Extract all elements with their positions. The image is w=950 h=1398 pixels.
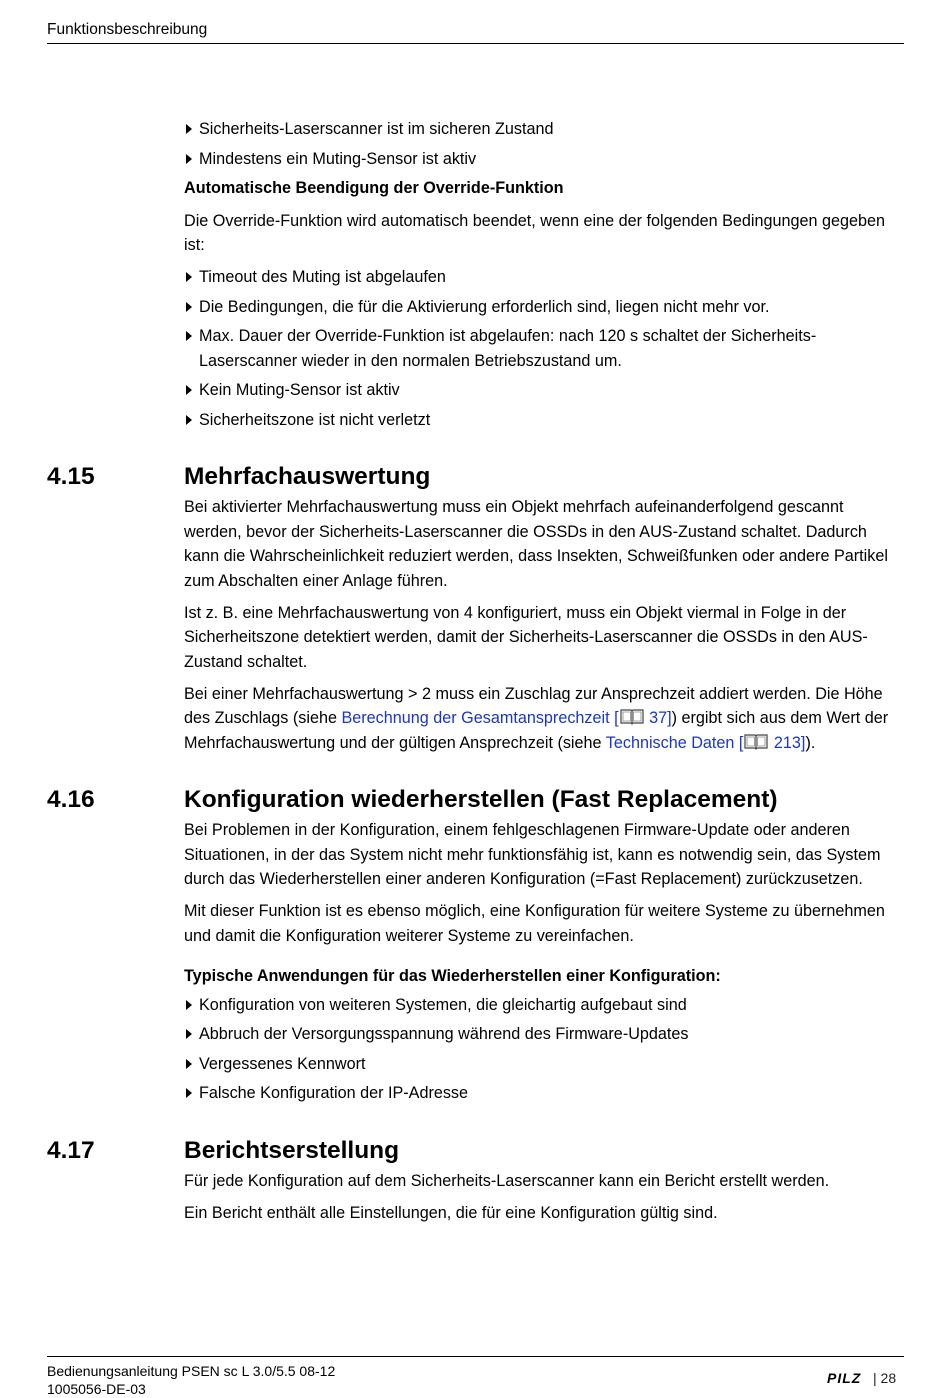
paragraph: Für jede Konfiguration auf dem Sicherheits-Laserscanner kann ein Bericht erstellt werden. bbox=[184, 1171, 830, 1190]
paragraph: Bei aktivierter Mehrfachauswertung muss ein Objekt mehrfach aufeinanderfolgend gescannt werden, bevor der Sicherheits-Laserscanner die OSSDs in den AUS-Zustand schaltet. Dadurch kann die Wahrscheinlichkeit reduziert werden, dass Insekten, Schweißfunken oder andere Partikel zum Abschalten einer Anlage führen. bbox=[184, 498, 888, 590]
list-item: Mindestens ein Muting-Sensor ist aktiv bbox=[184, 147, 896, 172]
section-title: Mehrfachauswertung bbox=[184, 463, 431, 490]
subheading-override-end: Automatische Beendigung der Override-Funktion bbox=[184, 179, 564, 197]
bullet-triangle-icon bbox=[186, 415, 192, 425]
header-title: Funktionsbeschreibung bbox=[47, 21, 208, 38]
footer-doc-title: Bedienungsanleitung PSEN sc L 3.0/5.5 08-12 bbox=[47, 1363, 336, 1379]
paragraph: Bei Problemen in der Konfiguration, einem fehlgeschlagenen Firmware-Update oder anderen Situationen, in der das System nicht mehr funktionsfähig ist, kann es notwendig sein, das System durch das Wiederherstellen einer anderen Konfiguration (=Fast Replacement) zurückzusetzen. bbox=[184, 821, 881, 888]
book-icon bbox=[744, 733, 768, 750]
pilz-logo: PILZ bbox=[827, 1370, 862, 1386]
bullet-triangle-icon bbox=[186, 272, 192, 282]
link-technische-daten[interactable]: Technische Daten [ 213] bbox=[605, 733, 806, 752]
bullet-triangle-icon bbox=[186, 124, 192, 134]
paragraph: Ist z. B. eine Mehrfachauswertung von 4 konfiguriert, muss ein Objekt viermal in Folge in der Sicherheitszone detektiert werden, damit der Sicherheits-Laserscanner die OSSDs in den AUS-Zustand schaltet. bbox=[184, 603, 868, 671]
list-item: Max. Dauer der Override-Funktion ist abgelaufen: nach 120 s schaltet der Sicherheits-Laserscanner wieder in den normalen Betriebszustand um. bbox=[184, 324, 896, 373]
bullet-triangle-icon bbox=[186, 302, 192, 312]
bullet-triangle-icon bbox=[186, 1059, 192, 1069]
link-gesamtansprechzeit[interactable]: Berechnung der Gesamtansprechzeit [ 37] bbox=[341, 709, 672, 727]
bullet-triangle-icon bbox=[186, 385, 192, 395]
bullet-list-conditions bbox=[184, 117, 896, 171]
section-number: 4.16 bbox=[47, 786, 95, 813]
list-item: Kein Muting-Sensor ist aktiv bbox=[184, 378, 896, 403]
bullet-triangle-icon bbox=[186, 331, 192, 341]
intro-block bbox=[184, 117, 896, 432]
list-item: Konfiguration von weiteren Systemen, die gleichartig aufgebaut sind bbox=[184, 993, 896, 1018]
list-item: Vergessenes Kennwort bbox=[184, 1052, 896, 1077]
book-icon bbox=[620, 708, 644, 725]
bullet-triangle-icon bbox=[186, 1088, 192, 1098]
section-number: 4.15 bbox=[47, 463, 95, 490]
bullet-triangle-icon bbox=[186, 1000, 192, 1010]
page-number: | 28 bbox=[873, 1370, 897, 1386]
list-item: Sicherheitszone ist nicht verletzt bbox=[184, 408, 896, 433]
paragraph: Ein Bericht enthält alle Einstellungen, die für eine Konfiguration gültig sind. bbox=[184, 1203, 718, 1222]
paragraph: Die Override-Funktion wird automatisch beendet, wenn eine der folgenden Bedingungen gegeben ist: bbox=[184, 211, 886, 254]
section-4-15 bbox=[0, 459, 950, 755]
subheading-applications: Typische Anwendungen für das Wiederherstellen einer Konfiguration: bbox=[184, 967, 721, 985]
list-item: Die Bedingungen, die für die Aktivierung erforderlich sind, liegen nicht mehr vor. bbox=[184, 295, 896, 320]
section-title: Konfiguration wiederherstellen (Fast Replacement) bbox=[184, 786, 778, 813]
footer-doc-id: 1005056-DE-03 bbox=[47, 1381, 146, 1397]
list-item: Sicherheits-Laserscanner ist im sicheren Zustand bbox=[184, 117, 896, 142]
bullet-list-end-conditions bbox=[184, 265, 896, 432]
bullet-triangle-icon bbox=[186, 154, 192, 164]
section-number: 4.17 bbox=[47, 1136, 95, 1164]
page-content bbox=[0, 117, 950, 1233]
footer-doc-info bbox=[47, 1362, 335, 1398]
section-title: Berichtserstellung bbox=[184, 1136, 400, 1164]
paragraph-with-links: Bei einer Mehrfachauswertung > 2 muss ein Zuschlag zur Ansprechzeit addiert werden. Die Höhe des Zuschlags (siehe Berechnung der Gesamtansprechzeit [ 37]) ergibt sich aus dem Wert der Mehrfachauswertung und der gültigen Ansprechzeit (siehe Technische Daten [ 213]). bbox=[184, 684, 889, 752]
running-header bbox=[47, 20, 904, 44]
paragraph: Mit dieser Funktion ist es ebenso möglich, eine Konfiguration für weitere Systeme zu übernehmen und damit die Konfiguration weiterer Systeme zu vereinfachen. bbox=[184, 902, 885, 945]
page-footer bbox=[47, 1356, 904, 1397]
list-item: Falsche Konfiguration der IP-Adresse bbox=[184, 1081, 896, 1106]
section-4-16 bbox=[0, 782, 950, 1106]
bullet-triangle-icon bbox=[186, 1029, 192, 1039]
bullet-list-applications bbox=[184, 993, 896, 1106]
list-item: Abbruch der Versorgungsspannung während des Firmware-Updates bbox=[184, 1022, 896, 1047]
list-item: Timeout des Muting ist abgelaufen bbox=[184, 265, 896, 290]
section-4-17 bbox=[0, 1133, 950, 1226]
